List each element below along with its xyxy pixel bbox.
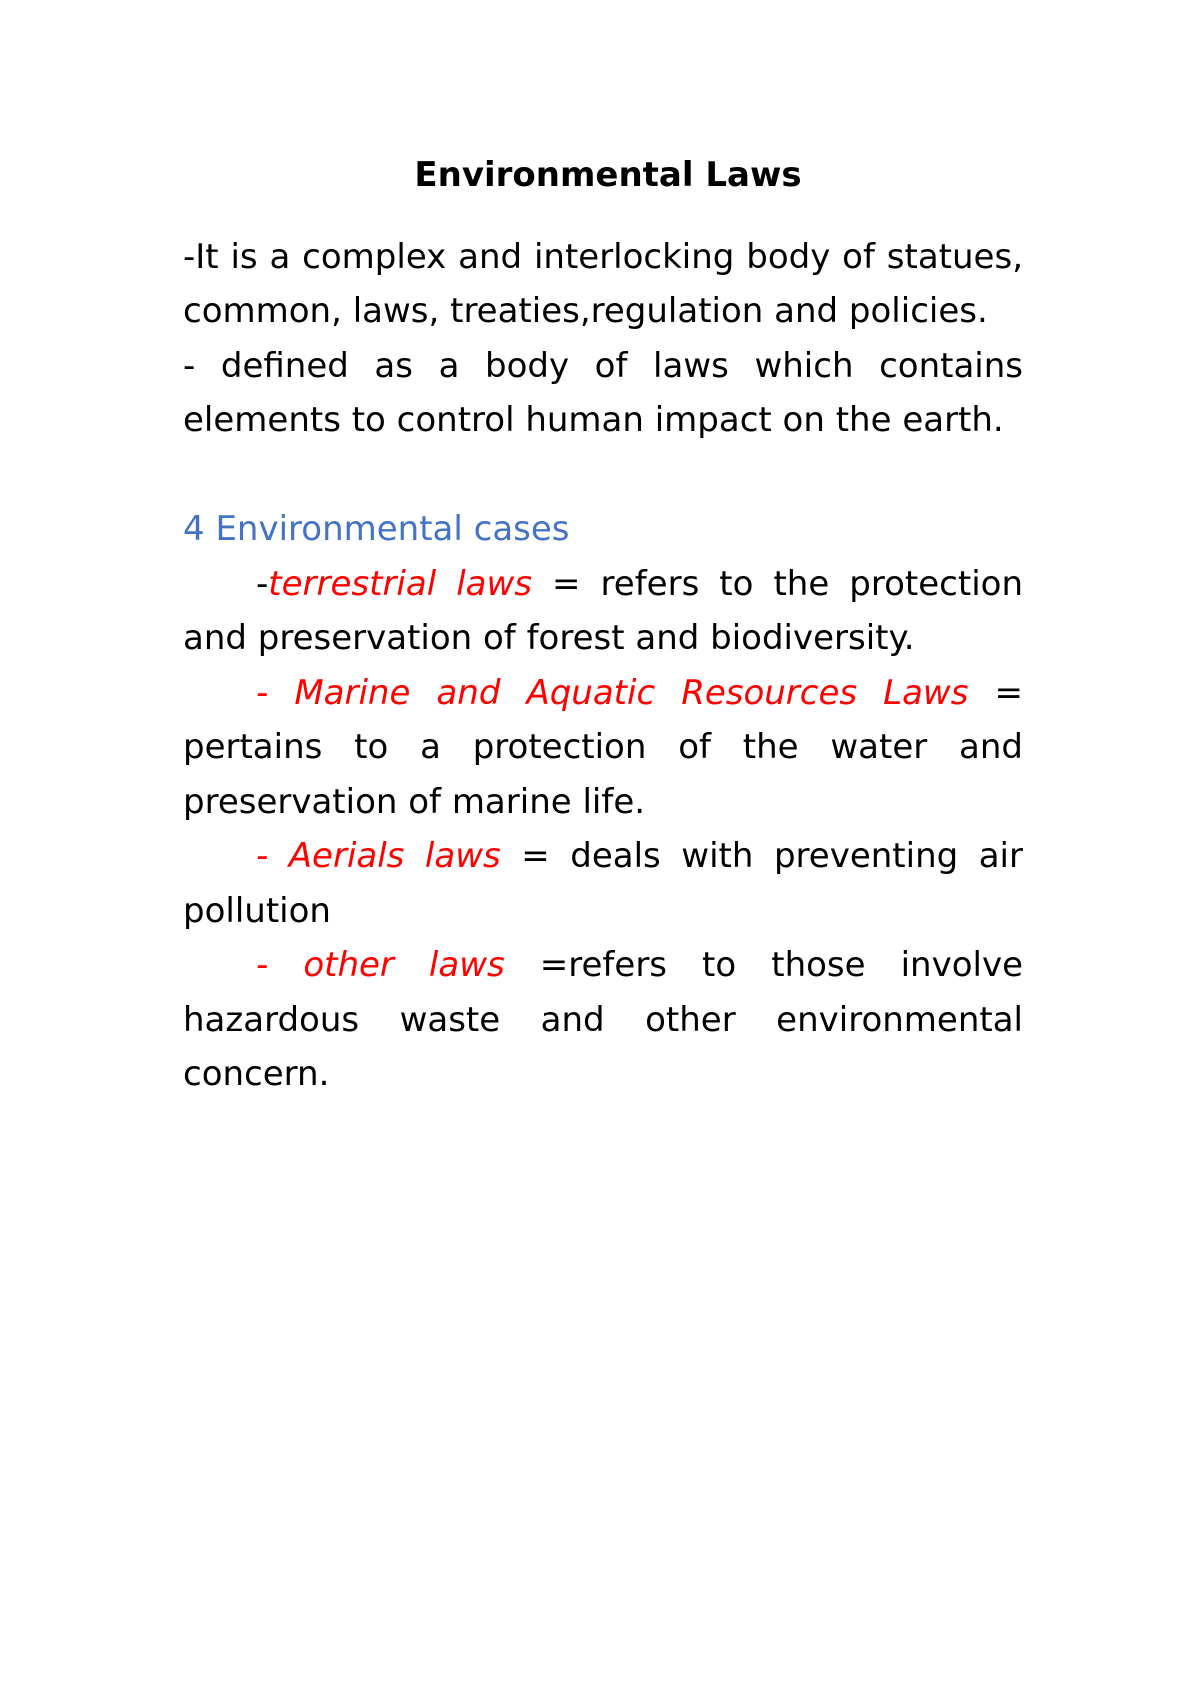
case-description: = deals with preventing air pollution <box>183 836 1023 931</box>
case-description: =refers to those involve hazardous waste and other environmental concern. <box>183 945 1023 1094</box>
document-title: Environmental Laws <box>414 155 802 195</box>
case-term: - Marine and Aquatic Resources Laws <box>256 672 969 713</box>
cases-heading: 4 Environmental cases <box>183 509 570 549</box>
definition-paragraph-1: -It is a complex and interlocking body of statues, common, laws, treaties,regulation and policies. <box>183 236 1023 331</box>
case-term: - other laws <box>256 945 505 985</box>
case-item-marine <box>183 666 1023 830</box>
case-item-terrestrial <box>183 557 1023 666</box>
case-description: = refers to the protection and preservation of forest and biodiversity. <box>183 563 1023 658</box>
blank-line <box>183 448 1023 503</box>
case-item-other <box>183 938 1023 1102</box>
case-term: terrestrial laws <box>268 563 532 604</box>
case-prefix: - <box>256 563 269 604</box>
case-term: - Aerials laws <box>256 836 501 876</box>
case-item-aerial <box>183 829 1023 938</box>
definition-paragraph-2: - defined as a body of laws which contains elements to control human impact on the earth. <box>183 345 1023 440</box>
case-description: = pertains to a protection of the water and preservation of marine life. <box>183 672 1023 822</box>
document-body <box>183 148 1023 1102</box>
